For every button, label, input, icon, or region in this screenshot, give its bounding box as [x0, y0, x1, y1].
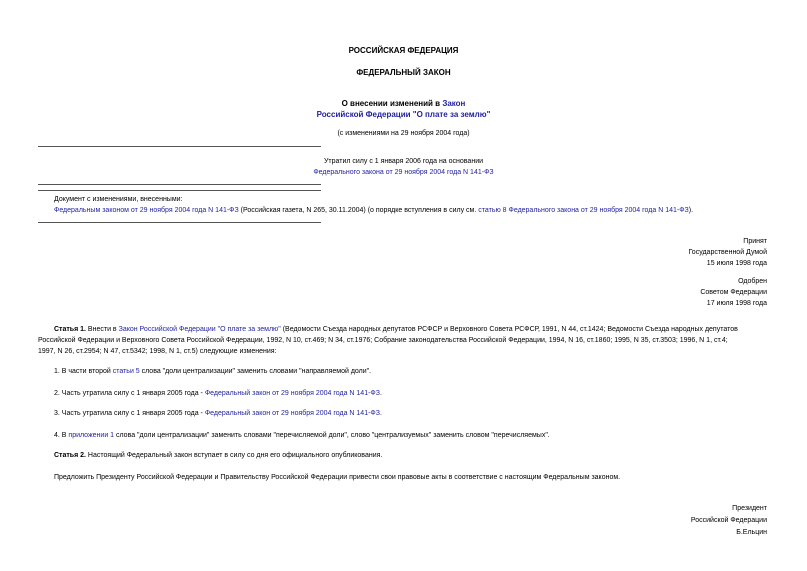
divider — [38, 146, 321, 147]
adopted-line2: Государственной Думой — [688, 249, 767, 256]
changes-intro: Документ с изменениями, внесенными: — [54, 196, 183, 203]
changes-law-link[interactable]: Федеральным законом от 29 ноября 2004 года N 141-ФЗ — [54, 207, 239, 214]
item-4-text-b: слова "доли централизации" заменить словами "перечисляемой доли", слово "централизуемых" заменить словом "перечисляемых". — [114, 432, 550, 439]
item-1 — [54, 366, 371, 377]
item-1-text-b: слова "доли централизации" заменить словами "направляемой доли". — [139, 368, 372, 375]
lost-force-link[interactable]: Федерального закона от 29 ноября 2004 года N 141-ФЗ — [313, 169, 494, 176]
item-2 — [54, 388, 382, 399]
item-3-text-b: . — [379, 410, 382, 417]
changes-article-link[interactable]: статью 8 Федерального закона от 29 ноября 2004 года N 141-ФЗ — [478, 207, 689, 214]
item-1-text-a: 1. В части второй — [54, 368, 113, 375]
adopted-block — [688, 236, 767, 269]
article1-text-a: Внести в — [85, 326, 119, 333]
changes-line — [54, 207, 693, 214]
approved-date: 17 июля 1998 года — [706, 300, 767, 307]
lost-force-line — [0, 169, 807, 176]
article1-line2: Российской Федерации и Верховного Совета Российской Федерации, 1992, N 10, ст.469; N 34, ст.1976; Собрание законодательства Российской Федерации, 1994, N 16, ст.1860; 1995, N 35, ст.3503; 1996, N 1, ст.4; — [38, 337, 728, 344]
title-prefix: О внесении изменений в — [341, 99, 443, 108]
item-4 — [54, 430, 550, 441]
signature-org: Российской Федерации — [690, 517, 767, 524]
approved-line2: Советом Федерации — [700, 289, 767, 296]
doc-type-heading: ФЕДЕРАЛЬНЫЙ ЗАКОН — [356, 68, 451, 77]
divider — [38, 184, 321, 185]
signature-title: Президент — [732, 505, 767, 512]
item-3 — [54, 408, 382, 419]
article2-text: Настоящий Федеральный закон вступает в силу со дня его официального опубликования. — [85, 452, 383, 459]
article1-label: Статья 1. — [54, 326, 86, 333]
article2 — [54, 450, 382, 461]
item-4-text-a: 4. В — [54, 432, 69, 439]
divider — [38, 190, 321, 191]
lost-force-text: Утратил силу с 1 января 2006 года на основании — [323, 158, 484, 165]
approved-line1: Одобрен — [738, 278, 767, 285]
adopted-line1: Принят — [743, 238, 767, 245]
item-4-link[interactable]: приложении 1 — [68, 432, 115, 439]
adopted-date: 15 июля 1998 года — [706, 260, 767, 267]
law-link-title-2[interactable]: Российской Федерации "О плате за землю" — [316, 110, 491, 119]
amendment-note: (с изменениями на 29 ноября 2004 года) — [337, 130, 470, 137]
country-heading: РОССИЙСКАЯ ФЕДЕРАЦИЯ — [348, 46, 459, 55]
article1-text-b: (Ведомости Съезда народных депутатов РСФСР и Верховного Совета РСФСР, 1991, N 44, ст.1424; Ведомости Съезда народных депутатов — [280, 326, 738, 333]
item-3-text-a: 3. Часть утратила силу с 1 января 2005 года - — [54, 410, 205, 417]
law-link-title[interactable]: Закон — [442, 99, 466, 108]
item-2-link[interactable]: Федеральный закон от 29 ноября 2004 года N 141-ФЗ — [204, 390, 380, 397]
approved-block — [700, 276, 767, 309]
divider — [38, 222, 321, 223]
article1-line1 — [54, 324, 738, 335]
article2-label: Статья 2. — [54, 452, 86, 459]
item-2-text-a: 2. Часть утратила силу с 1 января 2005 года - — [54, 390, 205, 397]
item-2-text-b: . — [379, 390, 382, 397]
item-3-link[interactable]: Федеральный закон от 29 ноября 2004 года N 141-ФЗ — [204, 410, 380, 417]
document-title-line2 — [0, 110, 807, 119]
item-1-link[interactable]: статьи 5 — [112, 368, 140, 375]
proposal-text: Предложить Президенту Российской Федерации и Правительству Российской Федерации привести свои правовые акты в соответствие с настоящим Федеральным законом. — [54, 474, 621, 481]
changes-mid-text: (Российская газета, N 265, 30.11.2004) (о порядке вступления в силу см. — [238, 207, 479, 214]
signature-name: Б.Ельцин — [736, 529, 767, 536]
article1-line3: 1997, N 26, ст.2954; N 47, ст.5342; 1998, N 1, ст.5) следующие изменения: — [38, 348, 277, 355]
signature-block — [691, 503, 767, 539]
document-title-line1 — [0, 99, 807, 108]
changes-end-text: ). — [688, 207, 694, 214]
article1-law-link[interactable]: Закон Российской Федерации "О плате за землю" — [118, 326, 281, 333]
